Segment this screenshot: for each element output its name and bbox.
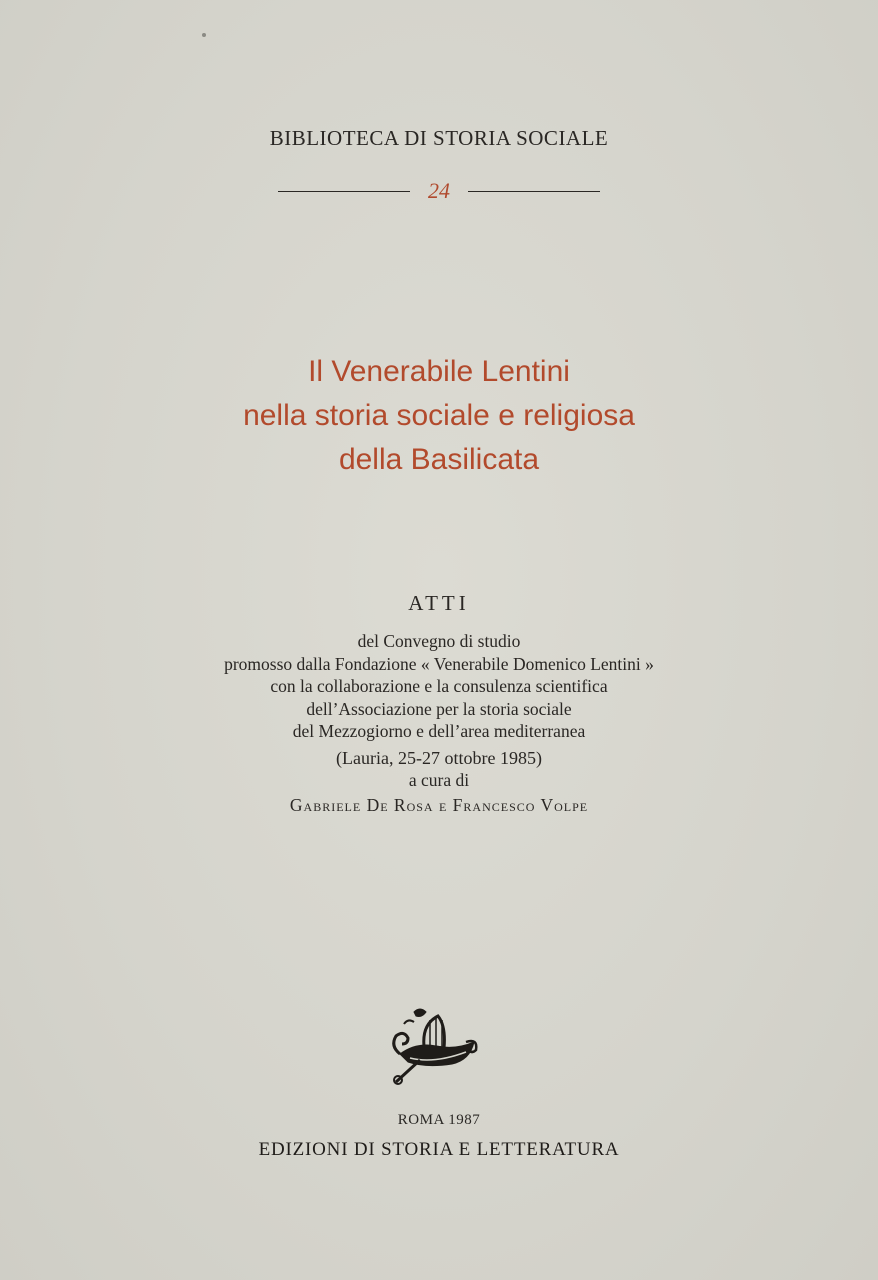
ship-emblem-icon [386, 1002, 482, 1086]
editors: Gabriele De Rosa e Francesco Volpe [289, 794, 589, 815]
series-title: BIBLIOTECA DI STORIA SOCIALE [269, 126, 609, 150]
conference-description [0, 630, 878, 816]
paper-speck [202, 33, 206, 37]
description-line-3: con la collaborazione e la consulenza scientifica [270, 676, 608, 696]
title-line-1: Il Venerabile Lentini [308, 355, 570, 388]
publisher-name: EDIZIONI DI STORIA E LETTERATURA [258, 1139, 620, 1160]
series-number-row [0, 178, 878, 204]
editor-intro: a cura di [408, 770, 470, 790]
description-line-2: promosso dalla Fondazione « Venerabile Domenico Lentini » [224, 653, 654, 674]
conference-date: (Lauria, 25-27 ottobre 1985) [336, 747, 542, 768]
right-rule [468, 191, 600, 192]
series-number: 24 [428, 178, 450, 203]
title-line-3: della Basilicata [338, 443, 540, 476]
place-year: ROMA 1987 [397, 1112, 481, 1128]
description-line-5: del Mezzogiorno e dell’area mediterranea [292, 721, 586, 741]
description-line-1: del Convegno di studio [357, 631, 521, 651]
left-rule [278, 191, 410, 192]
title-line-2: nella storia sociale e religiosa [243, 399, 635, 432]
description-line-4: dell’Associazione per la storia sociale [306, 698, 572, 719]
book-title [0, 350, 878, 482]
atti-heading: ATTI [408, 591, 470, 615]
